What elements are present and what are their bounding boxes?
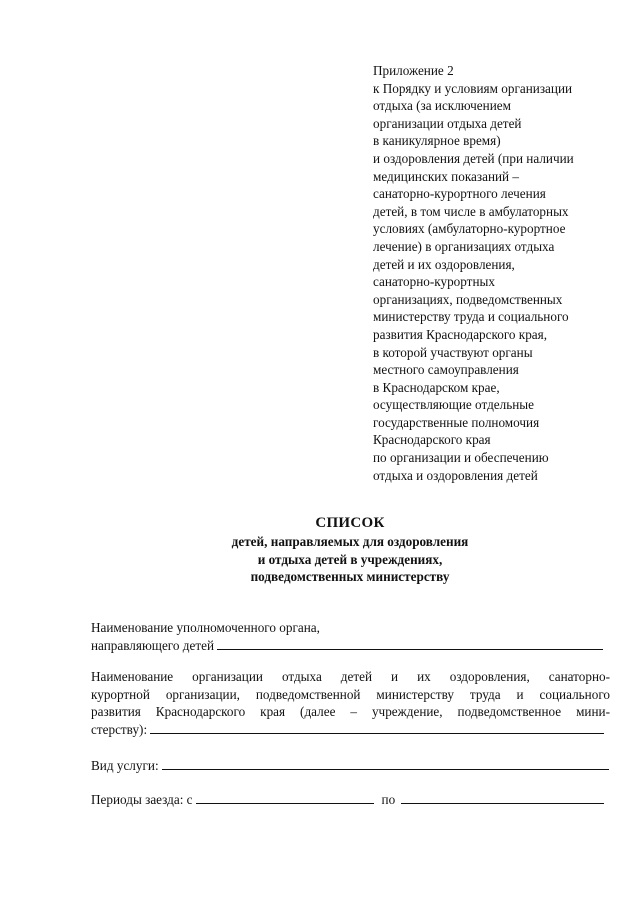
title-line: и отдыха детей в учреждениях, <box>257 551 443 567</box>
appendix-line: развития Краснодарского края, <box>373 326 548 342</box>
organization-field <box>91 668 611 738</box>
org-label-line3: развития Краснодарского края (далее – учреждение, подведомственное мини- <box>91 704 610 720</box>
service-label: Вид услуги: <box>91 758 159 773</box>
appendix-line: министерству труда и социального <box>373 309 569 325</box>
org-label-line4: стерству): <box>91 721 148 737</box>
appendix-line: медицинских показаний – <box>373 168 520 184</box>
title-line: детей, направляемых для оздоровления <box>231 534 469 549</box>
appendix-line: санаторно-курортного лечения <box>373 186 546 202</box>
appendix-line: и оздоровления детей (при наличии <box>373 150 574 166</box>
authority-label-line2: направляющего детей <box>91 637 215 653</box>
organization-blank-line[interactable] <box>150 721 604 734</box>
period-from-blank-line[interactable] <box>196 791 374 804</box>
periods-field <box>91 791 611 809</box>
period-to-blank-line[interactable] <box>401 791 604 804</box>
authority-label-line1: Наименование уполномоченного органа, <box>91 620 320 635</box>
appendix-line: к Порядку и условиям организации <box>373 80 573 96</box>
appendix-line: организациях, подведомственных <box>373 291 563 307</box>
appendix-line: отдыха (за исключением <box>373 98 511 114</box>
title-main: СПИСОК <box>315 515 385 531</box>
service-field <box>91 757 611 775</box>
appendix-line: детей и их оздоровления, <box>373 256 515 272</box>
title-line: подведомственных министерству <box>250 569 450 585</box>
appendix-line: в каникулярное время) <box>373 133 501 149</box>
appendix-line: детей, в том числе в амбулаторных <box>373 203 569 219</box>
periods-to-label: по <box>381 792 396 807</box>
appendix-line: организации отдыха детей <box>373 115 522 131</box>
appendix-line: условиях (амбулаторно-курортное <box>373 221 566 237</box>
service-blank-line[interactable] <box>162 757 609 770</box>
appendix-line: в которой участвуют органы <box>373 344 533 360</box>
authority-field <box>91 619 611 654</box>
appendix-line: Приложение 2 <box>373 63 454 78</box>
document-title <box>90 513 610 586</box>
appendix-line: осуществляющие отдельные <box>373 397 534 413</box>
appendix-line: государственные полномочия <box>373 414 540 430</box>
org-label-line1: Наименование организации отдыха детей и их оздоровления, санаторно- <box>91 669 610 684</box>
appendix-line: местного самоуправления <box>373 362 519 378</box>
appendix-line: Краснодарского края <box>373 432 491 448</box>
authority-blank-line[interactable] <box>217 637 603 650</box>
appendix-line: отдыха и оздоровления детей <box>373 467 538 483</box>
appendix-line: санаторно-курортных <box>373 274 495 290</box>
appendix-line: лечение) в организациях отдыха <box>373 238 555 254</box>
periods-label: Периоды заезда: с <box>91 792 193 807</box>
org-label-line2: курортной организации, подведомственной министерству труда и социального <box>91 686 610 702</box>
appendix-line: в Краснодарском крае, <box>373 379 500 395</box>
appendix-line: по организации и обеспечению <box>373 450 549 466</box>
appendix-header <box>373 62 623 484</box>
